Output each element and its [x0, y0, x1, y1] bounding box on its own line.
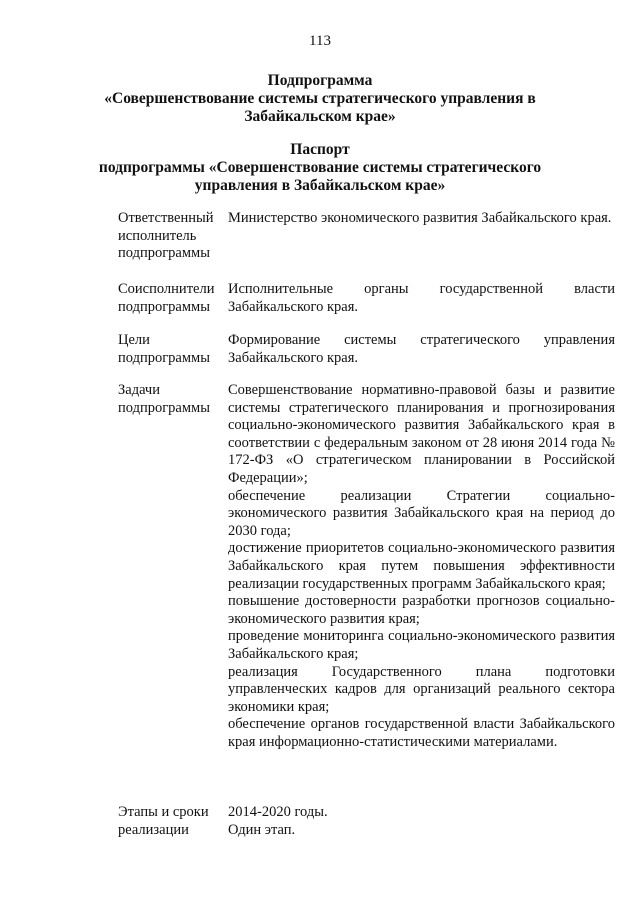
- row-value-paragraph: 2014-2020 годы.: [228, 804, 328, 820]
- row-label-line: подпрограммы: [118, 298, 210, 315]
- row-label-line: Цели: [118, 332, 150, 348]
- row-label: [118, 210, 223, 263]
- row-value-paragraph: достижение приоритетов социально-экономического развития Забайкальского края путем повышения эффективности реализации государственных программ Забайкальского края;: [228, 540, 615, 592]
- passport-heading: [40, 141, 600, 195]
- row-value: [228, 804, 615, 839]
- row-label: [118, 804, 223, 839]
- row-label-line: подпрограммы: [118, 349, 210, 366]
- row-value: [228, 210, 615, 228]
- row-label-line: Соисполнители: [118, 281, 215, 297]
- row-value-paragraph: Совершенствование нормативно-правовой базы и развитие системы стратегического планирования и прогнозирования социально-экономического развития Забайкальского края в соответствии с федеральным законом от 28 июня 2014 года № 172-ФЗ «О стратегическом планировании в Российской Федерации»;: [228, 382, 615, 486]
- passport-heading-line2: подпрограммы «Совершенствование системы стратегического: [98, 159, 542, 176]
- row-value-paragraph: проведение мониторинга социально-экономического развития Забайкальского края;: [228, 628, 615, 662]
- row-value: [228, 281, 615, 316]
- passport-heading-line1: Паспорт: [290, 141, 350, 158]
- subprogram-heading: [40, 72, 600, 126]
- row-value-paragraph: обеспечение органов государственной власти Забайкальского края информационно-статистическими материалами.: [228, 716, 615, 750]
- row-label-line: подпрограммы: [118, 399, 210, 416]
- row-label-line: Задачи: [118, 382, 160, 398]
- row-label: [118, 281, 223, 316]
- page-number: 113: [309, 33, 331, 49]
- row-value: [228, 332, 615, 367]
- row-label: [118, 382, 223, 417]
- row-value-paragraph: повышение достоверности разработки прогнозов социально-экономического развития края;: [228, 593, 615, 627]
- passport-heading-line3: управления в Забайкальском крае»: [194, 177, 446, 194]
- row-value-paragraph: Исполнительные органы государственной власти Забайкальского края.: [228, 281, 615, 315]
- row-label-line: реализации: [118, 821, 189, 838]
- row-label-line: Этапы и сроки: [118, 804, 209, 820]
- row-value-paragraph: реализация Государственного плана подготовки управленческих кадров для организаций реального сектора экономики края;: [228, 663, 615, 715]
- row-value-paragraph: Министерство экономического развития Забайкальского края.: [228, 210, 612, 226]
- subprogram-heading-line2: «Совершенствование системы стратегического управления в: [104, 90, 536, 107]
- row-value: [228, 382, 615, 751]
- row-label-line: исполнитель: [118, 227, 197, 244]
- row-label: [118, 332, 223, 367]
- subprogram-heading-line1: Подпрограмма: [267, 72, 373, 89]
- row-value-paragraph: Один этап.: [228, 821, 296, 838]
- row-label-line: Ответственный: [118, 210, 214, 226]
- subprogram-heading-line3: Забайкальском крае»: [244, 108, 396, 125]
- row-label-line: подпрограммы: [118, 245, 210, 262]
- row-value-paragraph: обеспечение реализации Стратегии социально-экономического развития Забайкальского края на период до 2030 года;: [228, 487, 615, 539]
- row-value-paragraph: Формирование системы стратегического управления Забайкальского края.: [228, 332, 615, 366]
